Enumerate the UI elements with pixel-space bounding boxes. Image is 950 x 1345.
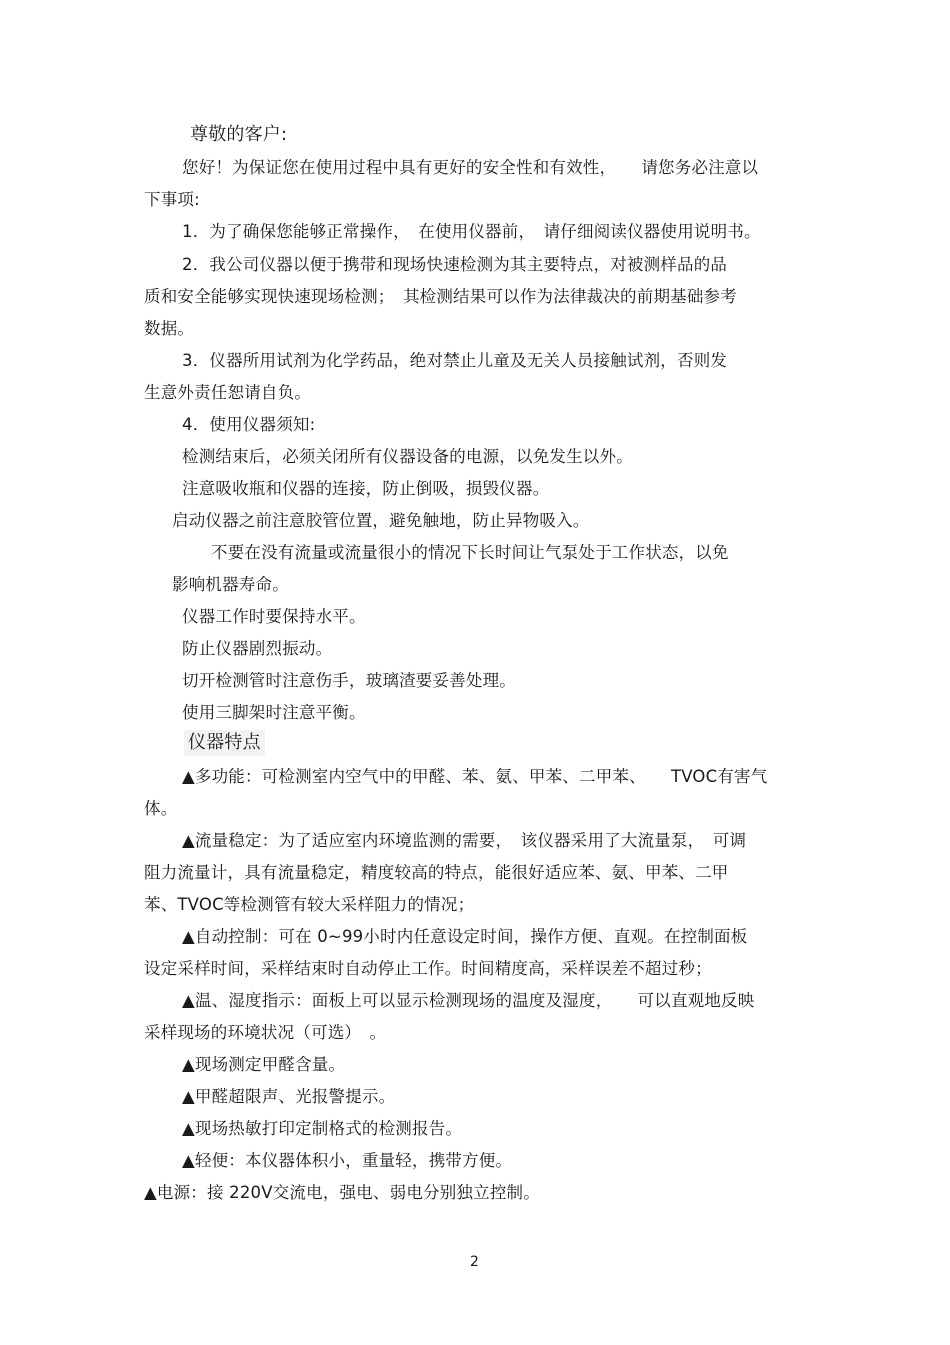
feature-5: ▲现场测定甲醛含量。	[182, 1055, 346, 1074]
instruction-3: 启动仪器之前注意胶管位置，避免触地，防止异物吸入。	[172, 511, 590, 530]
feature-7: ▲现场热敏打印定制格式的检测报告。	[182, 1119, 463, 1138]
instruction-5: 仪器工作时要保持水平。	[182, 607, 366, 626]
page-number: 2	[470, 1254, 480, 1270]
intro-line-2: 下事项:	[144, 190, 200, 209]
feature-3-line-1: ▲自动控制：可在 0~99小时内任意设定时间，操作方便、直观。在控制面板	[182, 927, 748, 946]
notice-3-line-1: 3．仪器所用试剂为化学药品，绝对禁止儿童及无关人员接触试剂，否则发	[182, 351, 728, 370]
notice-4: 4．使用仪器须知:	[182, 415, 316, 434]
notice-3-line-2: 生意外责任恕请自负。	[144, 383, 311, 402]
instruction-7: 切开检测管时注意伤手，玻璃渣要妥善处理。	[182, 671, 516, 690]
instruction-4-line-2: 影响机器寿命。	[172, 575, 289, 594]
feature-9: ▲电源：接 220V交流电，强电、弱电分别独立控制。	[144, 1183, 540, 1202]
feature-8: ▲轻便：本仪器体积小，重量轻，携带方便。	[182, 1151, 513, 1170]
instruction-4-line-1: 不要在没有流量或流量很小的情况下长时间让气泵处于工作状态，以免	[211, 543, 729, 562]
features-heading: 仪器特点	[184, 730, 265, 756]
feature-2-line-2: 阻力流量计，具有流量稳定，精度较高的特点，能很好适应苯、氨、甲苯、二甲	[144, 863, 729, 882]
feature-2-line-3: 苯、TVOC等检测管有较大采样阻力的情况；	[144, 895, 475, 914]
feature-2-line-1: ▲流量稳定：为了适应室内环境监测的需要， 该仪器采用了大流量泵， 可调	[182, 831, 747, 850]
notice-2-line-2: 质和安全能够实现快速现场检测； 其检测结果可以作为法律裁决的前期基础参考	[144, 287, 737, 306]
instruction-1: 检测结束后，必须关闭所有仪器设备的电源，以免发生以外。	[182, 447, 633, 466]
notice-2-line-3: 数据。	[144, 319, 195, 338]
instruction-2: 注意吸收瓶和仪器的连接，防止倒吸，损毁仪器。	[182, 479, 550, 498]
greeting: 尊敬的客户:	[190, 124, 288, 145]
notice-1: 1．为了确保您能够正常操作， 在使用仪器前， 请仔细阅读仪器使用说明书。	[182, 222, 761, 241]
intro-line-1: 您好！为保证您在使用过程中具有更好的安全性和有效性， 请您务必注意以	[182, 158, 759, 177]
feature-1-line-2: 体。	[144, 799, 178, 818]
instruction-8: 使用三脚架时注意平衡。	[182, 703, 366, 722]
instruction-6: 防止仪器剧烈振动。	[182, 639, 333, 658]
feature-1-line-1: ▲多功能：可检测室内空气中的甲醛、苯、氨、甲苯、二甲苯、 TVOC有害气	[182, 767, 768, 786]
feature-3-line-2: 设定采样时间，采样结束时自动停止工作。时间精度高，采样误差不超过秒；	[144, 959, 712, 978]
feature-4-line-1: ▲温、湿度指示：面板上可以显示检测现场的温度及湿度， 可以直观地反映	[182, 991, 755, 1010]
feature-4-line-2: 采样现场的环境状况（可选） 。	[144, 1023, 387, 1042]
feature-6: ▲甲醛超限声、光报警提示。	[182, 1087, 396, 1106]
notice-2-line-1: 2．我公司仪器以便于携带和现场快速检测为其主要特点，对被测样品的品	[182, 255, 728, 274]
